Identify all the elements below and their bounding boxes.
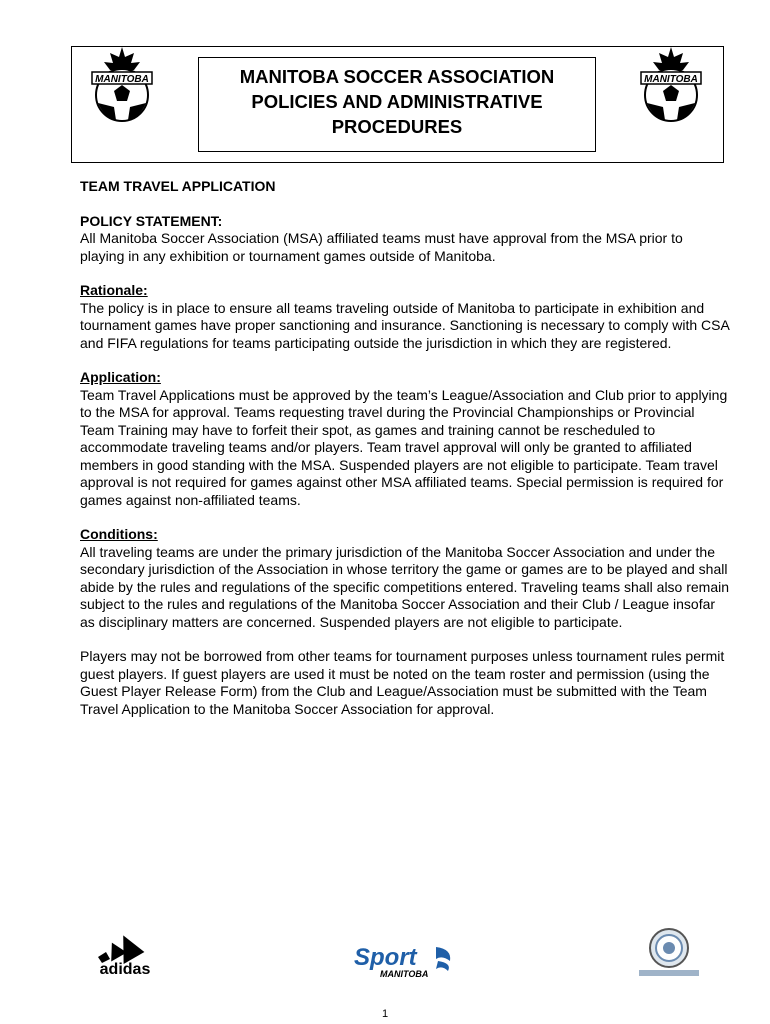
- association-badge: [636, 926, 702, 978]
- svg-text:MANITOBA: MANITOBA: [644, 74, 698, 85]
- application-heading: Application:: [80, 369, 161, 385]
- title-line-2: POLICIES AND ADMINISTRATIVE: [251, 91, 543, 112]
- msa-logo-left: [90, 45, 154, 125]
- conditions-text-1: All traveling teams are under the primary jurisdiction of the Manitoba Soccer Association and under the secondary jurisdiction of the Association in whose territory the game or games are to be played and shall abide by the rules and regulations of the specific competitions entered. Traveling teams shall also remain subject to the rules and regulations of the Manitoba Soccer Association and their Club / League insofar as disciplinary matters are concerned. Suspended players are not eligible to participate.: [80, 543, 730, 630]
- policy-heading: POLICY STATEMENT:: [80, 212, 223, 229]
- page-number: 1: [381, 1008, 389, 1020]
- title-line-1: MANITOBA SOCCER ASSOCIATION: [239, 66, 555, 87]
- policy-text: All Manitoba Soccer Association (MSA) affiliated teams must have approval from the MSA prior to playing in any exhibition or tournament games outside of Manitoba.: [80, 230, 683, 264]
- title-line-3: PROCEDURES: [331, 116, 463, 137]
- document-body: [80, 178, 730, 718]
- adidas-logo: [88, 927, 162, 977]
- section-title: TEAM TRAVEL APPLICATION: [80, 178, 276, 194]
- rationale-text: The policy is in place to ensure all teams traveling outside of Manitoba to participate in exhibition and tournament games have proper sanctioning and insurance. Sanctioning is necessary to comply with CSA and FIFA regulations for teams participating outside the jurisdiction in which they are registered.: [80, 299, 730, 351]
- conditions-text-2: Players may not be borrowed from other teams for tournament purposes unless tournament rules permit guest players. If guest players are used it must be noted on the team roster and permission (using the Guest Player Release Form) from the Club and League/Association must be submitted with the Team Travel Application to the Manitoba Soccer Association for approval.: [80, 648, 725, 717]
- svg-text:MANITOBA: MANITOBA: [95, 74, 149, 85]
- rationale-heading: Rationale:: [80, 282, 148, 298]
- msa-logo-right: [639, 45, 703, 125]
- document-title: [198, 57, 596, 152]
- svg-text:MANITOBA: MANITOBA: [380, 969, 429, 979]
- application-text: Team Travel Applications must be approved by the team’s League/Association and Club prior to applying to the MSA for approval. Teams requesting travel during the Provincial Championships or Provincial Team Training may have to forfeit their spot, as games and training cannot be rescheduled to accommodate traveling teams and/or players. Team travel approval will only be granted to affiliated members in good standing with the MSA. Suspended players are not eligible to participate. Team travel approval is not required for games against other MSA affiliated teams. Special permission is required for games against non-affiliated teams.: [80, 386, 728, 508]
- svg-text:adidas: adidas: [99, 961, 151, 977]
- svg-text:Sport: Sport: [354, 944, 417, 971]
- conditions-heading: Conditions:: [80, 526, 158, 542]
- sport-manitoba-logo: [352, 941, 460, 981]
